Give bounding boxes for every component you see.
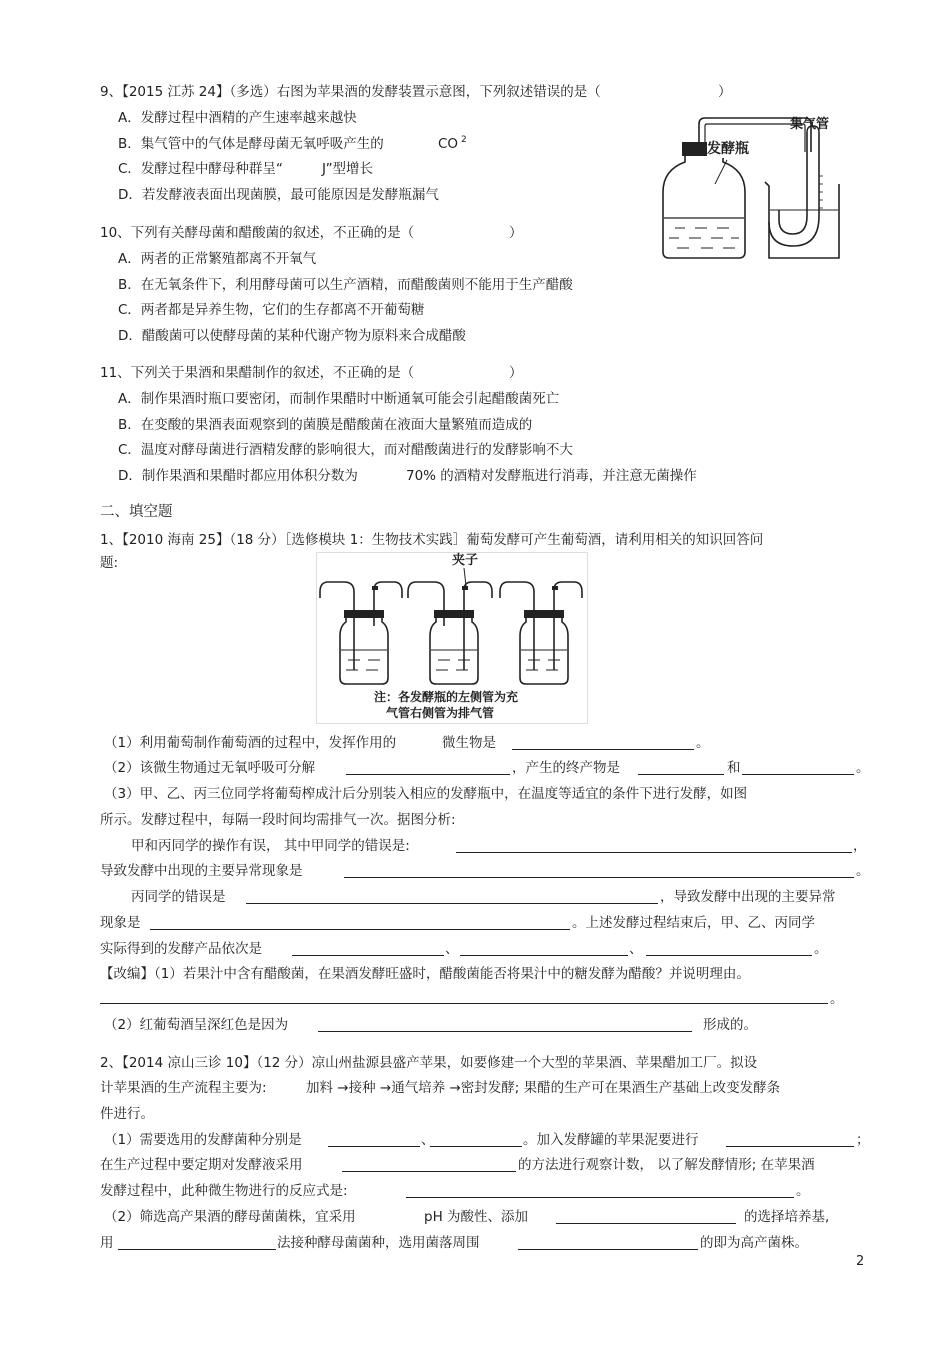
fig-label-fermentation-bottle: 发酵瓶 [707, 141, 749, 157]
q10-option-d: D．醋酸菌可以使酵母菌的某种代谢产物为原料来合成醋酸 [118, 328, 466, 344]
f1-q2-blank-1[interactable] [346, 774, 510, 775]
f1-q2-text-b: ，产生的终产物是 [512, 760, 620, 776]
f1-q3-jia-phenomenon-label: 导致发酵中出现的主要异常现象是 [100, 863, 303, 879]
f2-q1-text-g: 发酵过程中，此种微生物进行的反应式是: [100, 1183, 348, 1199]
f2-q1-text-d: ； [856, 1132, 870, 1148]
f2-q2-text-d: 用 [100, 1235, 114, 1251]
f1-q1-text-a: （1）利用葡萄制作葡萄酒的过程中，发挥作用的 [104, 735, 397, 751]
q10-option-b: B．在无氧条件下，利用酵母菌可以生产酒精，而醋酸菌则不能用于生产醋酸 [118, 277, 573, 293]
f1-q3-blank-bing-phenomenon[interactable] [150, 929, 570, 930]
f1-q2-text-a: （2）该微生物通过无氧呼吸可分解 [104, 760, 316, 776]
q9-close-paren: ） [718, 84, 732, 100]
f1-adapted-q2-end: 形成的。 [703, 1017, 757, 1033]
f1-q3-blank-jia-error[interactable] [456, 852, 852, 853]
q9-option-d: D．若发酵液表面出现菌膜，最可能原因是发酵瓶漏气 [118, 187, 439, 203]
q9-option-c-part2: J”型增长 [322, 161, 374, 177]
fig-label-clip: 夹子 [452, 553, 479, 568]
f1-q1-text-b: 微生物是 [442, 735, 496, 751]
f1-q1-end: 。 [696, 735, 710, 751]
f2-q2-text-f: 的即为高产菌株。 [700, 1235, 808, 1251]
q11-option-c: C．温度对酵母菌进行酒精发酵的影响很大，而对醋酸菌进行的发酵影响不大 [118, 442, 573, 458]
f2-q1-text-h: 。 [796, 1183, 810, 1199]
fig-note-line2: 气管右侧管为排气管 [386, 706, 495, 720]
q10-stem: 10、下列有关酵母菌和醋酸菌的叙述，不正确的是（ [100, 225, 415, 241]
fig-label-collecting-tube: 集气管 [790, 117, 830, 132]
f1-q1-blank[interactable] [512, 749, 694, 750]
f2-q1-sep: 、 [421, 1132, 435, 1148]
q11-option-b: B．在变酸的果酒表面观察到的菌膜是醋酸菌在液面大量繁殖而造成的 [118, 417, 533, 433]
f1-q3-bing-phenomenon-tail: 。上述发酵过程结束后，甲、乙、丙同学 [572, 915, 815, 931]
q9-option-b-subscript: 2 [461, 135, 467, 145]
f2-q2-text-b: pH 为酸性、添加 [424, 1209, 529, 1225]
f2-q1-text-c: 。加入发酵罐的苹果泥要进行 [523, 1132, 699, 1148]
f2-q2-blank-colony[interactable] [518, 1249, 698, 1250]
f2-q1-text-f: 的方法进行观察计数， 以了解发酵情形; 在苹果酒 [518, 1157, 815, 1173]
f2-q1-text-a: （1）需要选用的发酵菌种分别是 [104, 1132, 302, 1148]
q10-option-c: C．两者都是异养生物，它们的生存都离不开葡萄糖 [118, 302, 425, 318]
f1-q2-blank-2[interactable] [638, 774, 724, 775]
f2-stem-line3: 件进行。 [100, 1106, 154, 1122]
q11-option-d-part2: 70% 的酒精对发酵瓶进行消毒，并注意无菌操作 [406, 468, 697, 484]
f1-q3-blank-bing-error[interactable] [246, 903, 658, 904]
q11-stem: 11、下列关于果酒和果醋制作的叙述，不正确的是（ [100, 365, 415, 381]
f2-q1-blank-reaction[interactable] [406, 1197, 794, 1198]
f1-q3-jia-phenomenon-end: 。 [856, 863, 870, 879]
f1-q3-bing-phenomenon-label: 现象是 [100, 915, 141, 931]
q11-close-paren: ） [509, 365, 523, 381]
q9-option-b-co2: CO [438, 136, 459, 152]
f1-q3-line1: （3）甲、乙、丙三位同学将葡萄榨成汁后分别装入相应的发酵瓶中，在温度等适宜的条件下进行发酵，如图 [104, 786, 748, 802]
f1-stem-line2: 题: [100, 555, 119, 571]
q10-option-a: A．两者的正常繁殖都离不开氧气 [118, 251, 317, 267]
f1-adapted-q2-label: （2）红葡萄酒呈深红色是因为 [104, 1017, 289, 1033]
f2-q2-text-a: （2）筛选高产果酒的酵母菌菌株，宜采用 [104, 1209, 356, 1225]
f2-stem-line2-a: 计苹果酒的生产流程主要为: [100, 1080, 267, 1096]
q11-option-d-part1: D．制作果酒和果醋时都应用体积分数为 [118, 468, 358, 484]
q9-stem: 9、【2015 江苏 24】（多选）右图为苹果酒的发酵装置示意图，下列叙述错误的是（ [100, 84, 601, 100]
f1-q3-blank-product-bing[interactable] [646, 955, 812, 956]
f1-adapted-q1-blank[interactable] [100, 1003, 828, 1004]
q9-option-a: A．发酵过程中酒精的产生速率越来越快 [118, 110, 357, 126]
q9-option-b: B．集气管中的气体是酵母菌无氧呼吸产生的 [118, 136, 384, 152]
f1-adapted-q2-blank[interactable] [318, 1031, 692, 1032]
f1-q3-jia-error-label: 甲和丙同学的操作有误， 其中甲同学的错误是: [131, 838, 410, 854]
f2-q1-blank-treatment[interactable] [726, 1146, 854, 1147]
fig-note-line1: 注：各发酵瓶的左侧管为充 [374, 690, 519, 704]
f1-q3-products-end: 。 [814, 941, 828, 957]
f2-q2-text-e: 法接种酵母菌菌种，选用菌落周围 [277, 1235, 480, 1251]
f2-q1-text-e: 在生产过程中要定期对发酵液采用 [100, 1157, 303, 1173]
f1-adapted-q1-end: 。 [830, 991, 844, 1007]
f1-q3-bing-error-label: 丙同学的错误是 [131, 889, 226, 905]
f1-q3-blank-product-yi[interactable] [460, 955, 628, 956]
f1-q3-products-sep1: 、 [445, 941, 459, 957]
f1-q2-text-c: 和 [727, 760, 741, 776]
q11-option-a: A．制作果酒时瓶口要密闭，而制作果醋时中断通氧可能会引起醋酸菌死亡 [118, 391, 560, 407]
f1-q3-blank-product-jia[interactable] [292, 955, 444, 956]
f1-q2-blank-3[interactable] [742, 774, 854, 775]
f2-q2-text-c: 的选择培养基, [744, 1209, 830, 1225]
f1-q3-line2: 所示。发酵过程中，每隔一段时间均需排气一次。据图分析: [100, 812, 456, 828]
section-heading-fill-in: 二、填空题 [100, 504, 173, 520]
f2-stem-line2-b: 加料 →接种 →通气培养 →密封发酵; 果醋的生产可在果酒生产基础上改变发酵条 [306, 1080, 781, 1096]
q10-close-paren: ） [509, 225, 523, 241]
f1-stem-line1: 1、【2010 海南 25】（18 分）［选修模块 1：生物技术实践］葡萄发酵可产生葡萄酒，请利用相关的知识回答问 [100, 532, 764, 548]
fermentation-apparatus-figure [655, 112, 845, 264]
page-number: 2 [856, 1254, 865, 1269]
f2-stem-line1: 2、【2014 凉山三诊 10】（12 分）凉山州盐源县盛产苹果，如要修建一个大型的苹果酒、苹果醋加工厂。拟设 [100, 1055, 758, 1071]
f2-q2-blank-additive[interactable] [556, 1223, 736, 1224]
f1-q2-end: 。 [856, 760, 870, 776]
f1-q3-blank-jia-phenomenon[interactable] [344, 877, 854, 878]
f2-q1-blank-strain-2[interactable] [430, 1146, 522, 1147]
f2-q1-blank-strain-1[interactable] [328, 1146, 420, 1147]
f1-adapted-q1: 【改编】（1）若果汁中含有醋酸菌，在果酒发酵旺盛时，醋酸菌能否将果汁中的糖发酵为醋酸？并说明理由。 [100, 966, 750, 982]
f1-q3-bing-error-tail: ，导致发酵中出现的主要异常 [660, 889, 836, 905]
f1-q3-products-sep2: 、 [629, 941, 643, 957]
q9-option-c-part1: C．发酵过程中酵母种群呈“ [118, 161, 283, 177]
f1-q3-jia-error-end: ， [853, 838, 867, 854]
f2-q1-blank-count-method[interactable] [342, 1171, 516, 1172]
f1-q3-products-label: 实际得到的发酵产品依次是 [100, 941, 262, 957]
f2-q2-blank-inoculation[interactable] [118, 1249, 276, 1250]
